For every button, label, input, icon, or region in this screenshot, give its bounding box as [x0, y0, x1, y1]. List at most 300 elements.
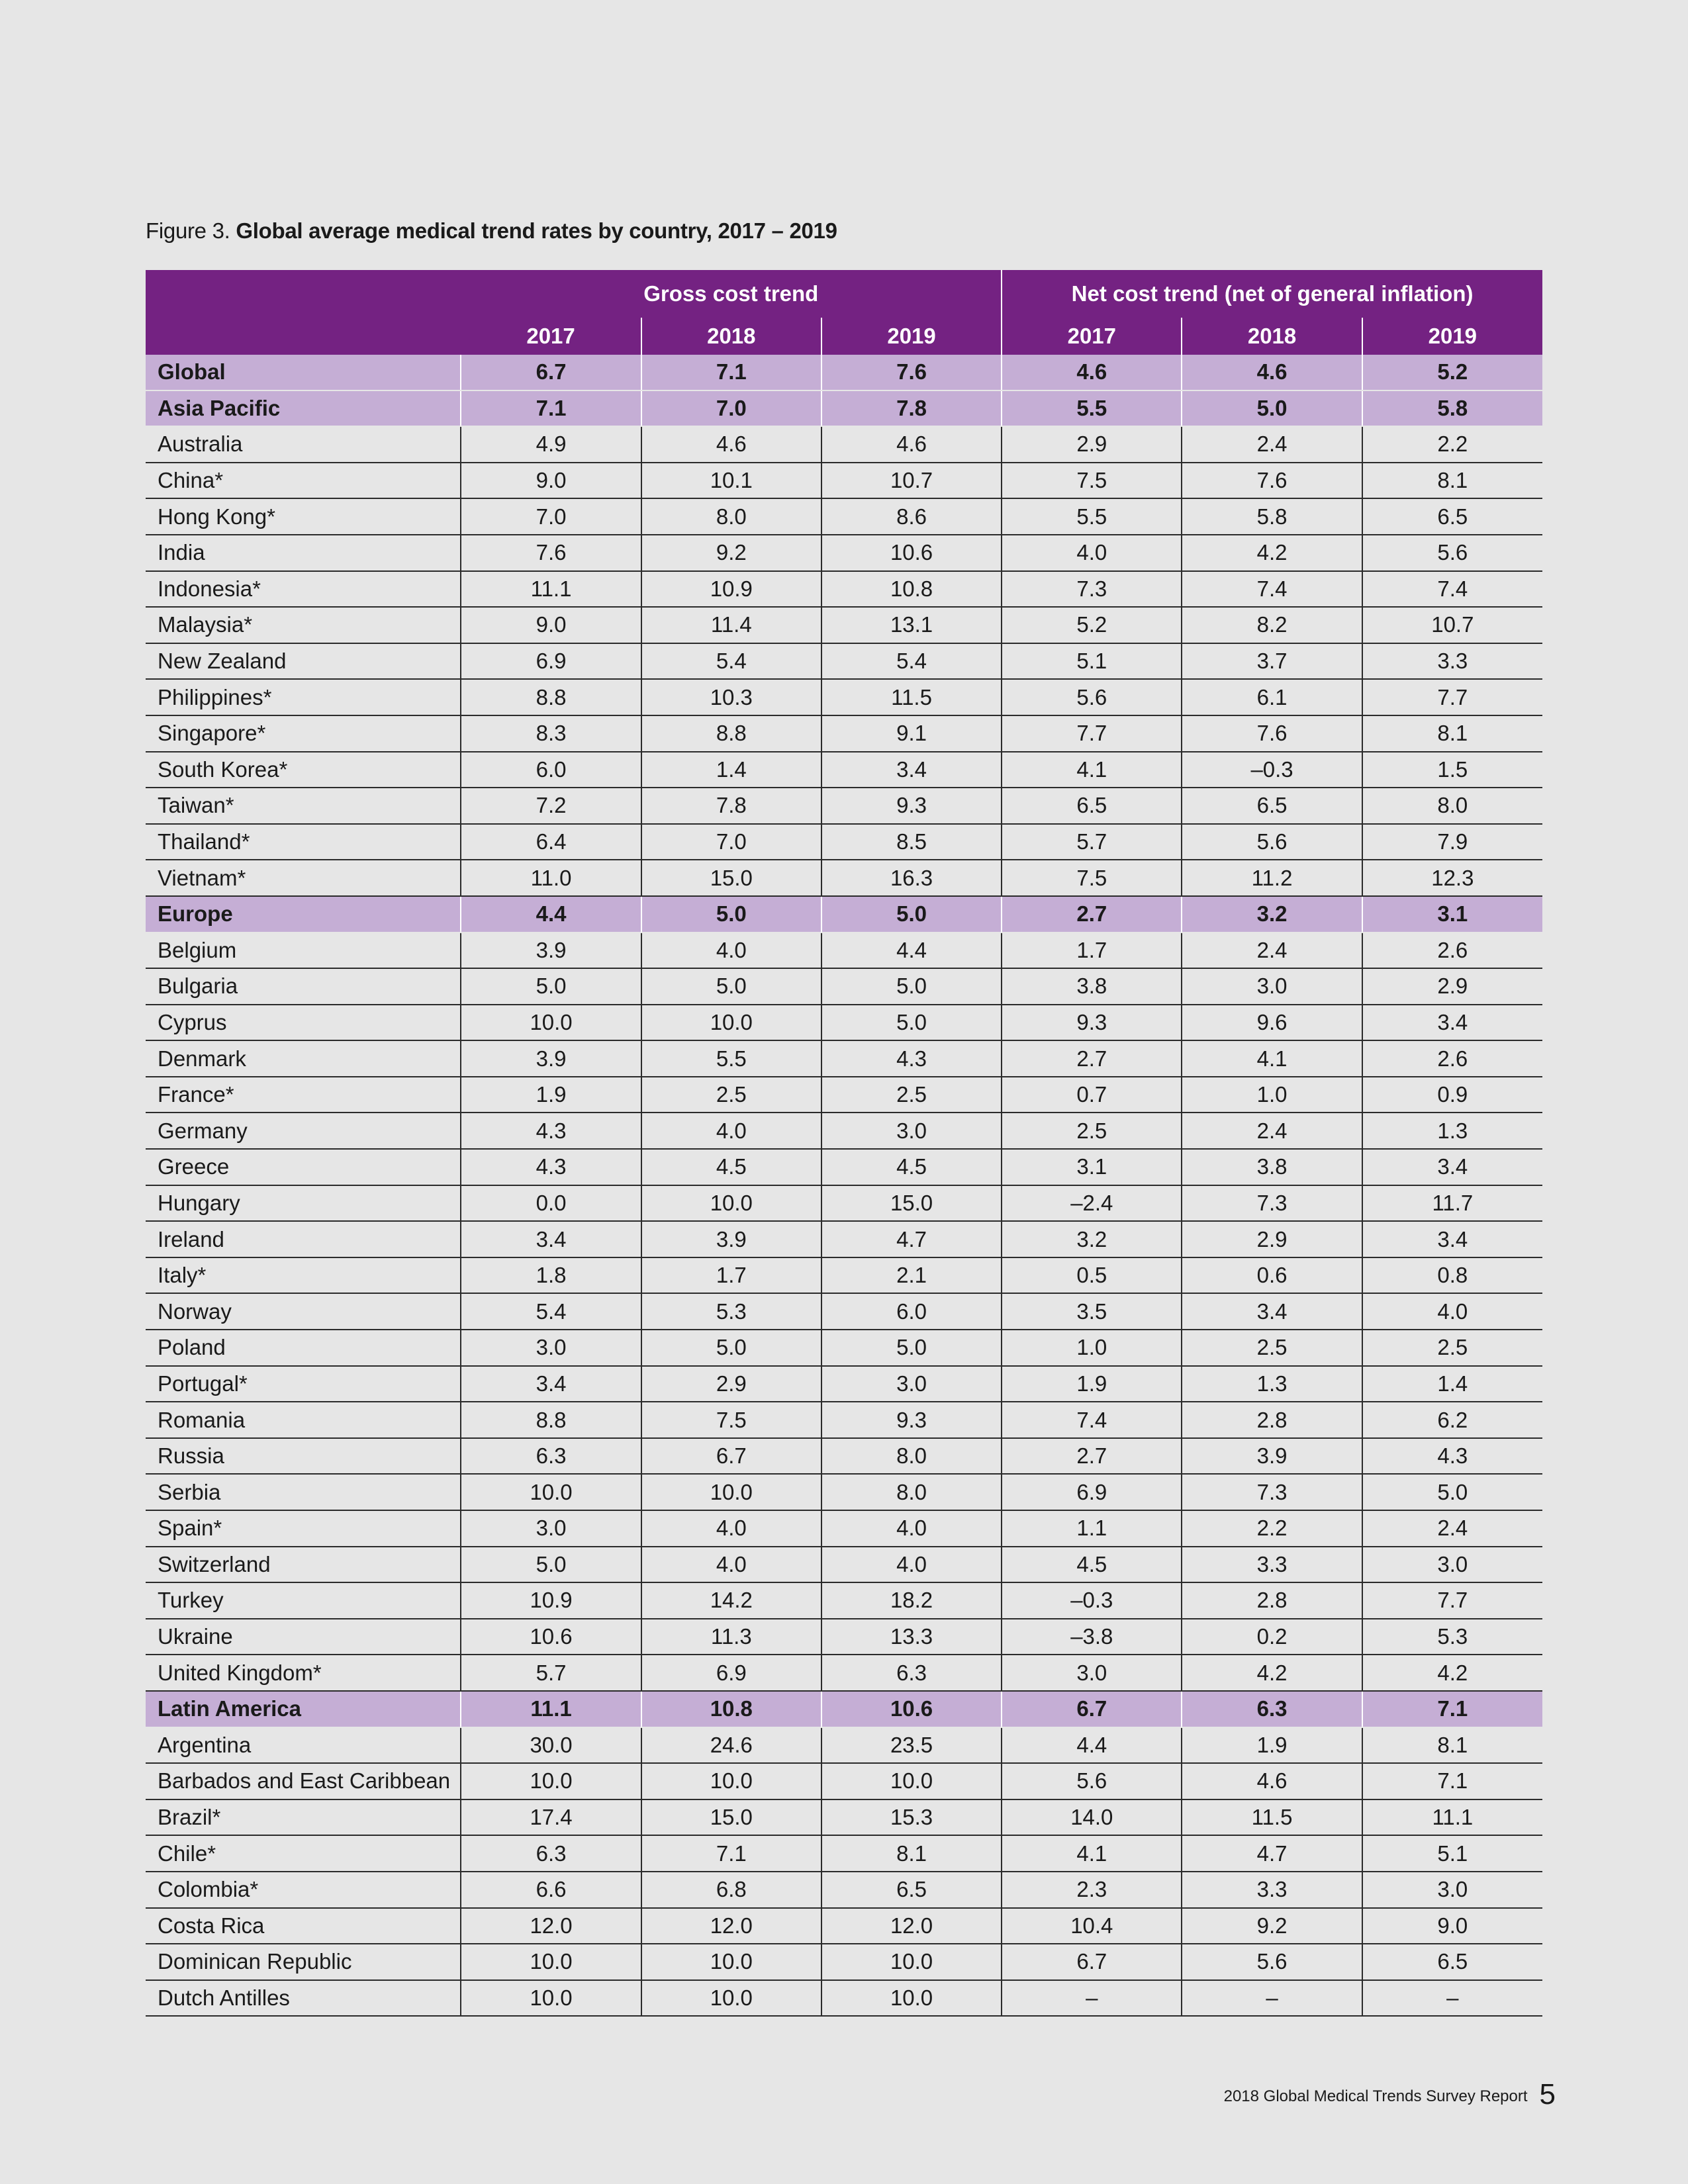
- value-cell: 11.5: [821, 679, 1002, 715]
- value-cell: 1.7: [641, 1257, 821, 1294]
- value-cell: 10.0: [641, 1474, 821, 1510]
- table-row: [146, 1330, 1542, 1366]
- table-row: [146, 715, 1542, 752]
- value-cell: 5.0: [1362, 1474, 1542, 1510]
- value-cell: 10.8: [821, 571, 1002, 608]
- value-cell: 2.5: [821, 1077, 1002, 1113]
- table-row: [146, 1402, 1542, 1438]
- value-cell: 7.4: [1362, 571, 1542, 608]
- value-cell: 5.0: [821, 968, 1002, 1005]
- value-cell: 17.4: [461, 1799, 641, 1836]
- value-cell: 2.4: [1182, 426, 1362, 463]
- value-cell: 0.2: [1182, 1619, 1362, 1655]
- page-number: 5: [1539, 2078, 1556, 2111]
- value-cell: 7.1: [1362, 1763, 1542, 1799]
- table-row: [146, 607, 1542, 643]
- table-row: [146, 1763, 1542, 1799]
- value-cell: 4.1: [1002, 752, 1182, 788]
- value-cell: 7.0: [461, 498, 641, 535]
- value-cell: 8.0: [641, 498, 821, 535]
- value-cell: 6.5: [1002, 788, 1182, 824]
- value-cell: 10.6: [821, 535, 1002, 571]
- value-cell: 4.0: [821, 1547, 1002, 1583]
- table-row: [146, 1366, 1542, 1402]
- table-row: [146, 498, 1542, 535]
- value-cell: 5.8: [1362, 390, 1542, 427]
- value-cell: 2.8: [1182, 1582, 1362, 1619]
- value-cell: –: [1182, 1980, 1362, 2017]
- table-row: [146, 1944, 1542, 1980]
- row-label: Singapore*: [146, 715, 461, 752]
- value-cell: 10.0: [641, 1005, 821, 1041]
- value-cell: 4.1: [1002, 1835, 1182, 1872]
- value-cell: 3.9: [461, 1040, 641, 1077]
- value-cell: 2.4: [1182, 933, 1362, 969]
- value-cell: 7.7: [1362, 1582, 1542, 1619]
- value-cell: 23.5: [821, 1727, 1002, 1764]
- region-row: [146, 896, 1542, 933]
- value-cell: 4.2: [1182, 535, 1362, 571]
- value-cell: 4.6: [821, 426, 1002, 463]
- table-row: [146, 1474, 1542, 1510]
- value-cell: 5.0: [641, 968, 821, 1005]
- value-cell: 4.0: [641, 1510, 821, 1547]
- table-row: [146, 824, 1542, 860]
- table-row: [146, 752, 1542, 788]
- value-cell: 3.3: [1362, 643, 1542, 680]
- row-label: Hungary: [146, 1185, 461, 1222]
- value-cell: 3.9: [461, 933, 641, 969]
- value-cell: 15.0: [641, 1799, 821, 1836]
- row-label: Cyprus: [146, 1005, 461, 1041]
- trend-rates-table: [146, 270, 1542, 2017]
- value-cell: 12.0: [461, 1908, 641, 1944]
- page-footer: [1224, 2078, 1556, 2111]
- value-cell: 5.0: [641, 896, 821, 933]
- value-cell: 9.3: [1002, 1005, 1182, 1041]
- value-cell: 8.1: [1362, 715, 1542, 752]
- value-cell: –0.3: [1002, 1582, 1182, 1619]
- value-cell: 5.0: [821, 1330, 1002, 1366]
- table-row: [146, 1040, 1542, 1077]
- value-cell: 3.2: [1002, 1221, 1182, 1257]
- value-cell: 12.0: [641, 1908, 821, 1944]
- table-row: [146, 1980, 1542, 2017]
- value-cell: 5.3: [641, 1293, 821, 1330]
- value-cell: 4.3: [821, 1040, 1002, 1077]
- value-cell: 8.1: [1362, 463, 1542, 499]
- row-label: New Zealand: [146, 643, 461, 680]
- value-cell: 0.6: [1182, 1257, 1362, 1294]
- value-cell: 4.0: [1002, 535, 1182, 571]
- year-header: 2019: [1362, 318, 1542, 355]
- row-label: Germany: [146, 1113, 461, 1149]
- value-cell: 7.0: [641, 824, 821, 860]
- row-label: Ukraine: [146, 1619, 461, 1655]
- value-cell: 9.2: [1182, 1908, 1362, 1944]
- table-row: [146, 1872, 1542, 1908]
- value-cell: 8.8: [641, 715, 821, 752]
- value-cell: 3.4: [1362, 1149, 1542, 1185]
- value-cell: –: [1002, 1980, 1182, 2017]
- row-label: Taiwan*: [146, 788, 461, 824]
- value-cell: 8.1: [1362, 1727, 1542, 1764]
- row-label: Belgium: [146, 933, 461, 969]
- value-cell: 6.7: [1002, 1944, 1182, 1980]
- value-cell: 7.5: [1002, 860, 1182, 896]
- value-cell: 10.0: [461, 1944, 641, 1980]
- value-cell: 5.1: [1002, 643, 1182, 680]
- value-cell: 7.3: [1182, 1185, 1362, 1222]
- value-cell: 4.0: [641, 1113, 821, 1149]
- value-cell: 10.0: [641, 1185, 821, 1222]
- row-label: United Kingdom*: [146, 1655, 461, 1691]
- table-row: [146, 1619, 1542, 1655]
- row-label: Greece: [146, 1149, 461, 1185]
- row-label: Colombia*: [146, 1872, 461, 1908]
- value-cell: 1.0: [1002, 1330, 1182, 1366]
- value-cell: 1.4: [641, 752, 821, 788]
- value-cell: 9.0: [1362, 1908, 1542, 1944]
- value-cell: 8.0: [821, 1438, 1002, 1475]
- value-cell: 10.8: [641, 1691, 821, 1727]
- value-cell: 0.5: [1002, 1257, 1182, 1294]
- value-cell: 0.0: [461, 1185, 641, 1222]
- value-cell: 0.7: [1002, 1077, 1182, 1113]
- value-cell: 11.1: [461, 1691, 641, 1727]
- value-cell: 0.8: [1362, 1257, 1542, 1294]
- row-label: Malaysia*: [146, 607, 461, 643]
- row-label: Brazil*: [146, 1799, 461, 1836]
- row-label: Thailand*: [146, 824, 461, 860]
- value-cell: 10.0: [461, 1980, 641, 2017]
- value-cell: 5.0: [461, 968, 641, 1005]
- table-row: [146, 788, 1542, 824]
- value-cell: 4.2: [1362, 1655, 1542, 1691]
- value-cell: 3.4: [1362, 1005, 1542, 1041]
- value-cell: 10.0: [461, 1763, 641, 1799]
- value-cell: 7.6: [1182, 715, 1362, 752]
- value-cell: 7.5: [1002, 463, 1182, 499]
- value-cell: 6.8: [641, 1872, 821, 1908]
- value-cell: 6.6: [461, 1872, 641, 1908]
- value-cell: 10.0: [821, 1980, 1002, 2017]
- value-cell: 7.5: [641, 1402, 821, 1438]
- value-cell: 5.6: [1002, 1763, 1182, 1799]
- value-cell: 10.0: [641, 1980, 821, 2017]
- value-cell: 6.0: [821, 1293, 1002, 1330]
- row-label: Vietnam*: [146, 860, 461, 896]
- table-row: [146, 860, 1542, 896]
- value-cell: 6.9: [641, 1655, 821, 1691]
- value-cell: 3.0: [821, 1113, 1002, 1149]
- value-cell: 3.0: [461, 1510, 641, 1547]
- value-cell: 2.3: [1002, 1872, 1182, 1908]
- value-cell: 7.3: [1002, 571, 1182, 608]
- table-row: [146, 1908, 1542, 1944]
- table-row: [146, 679, 1542, 715]
- value-cell: 2.9: [641, 1366, 821, 1402]
- table-row: [146, 1221, 1542, 1257]
- value-cell: 10.0: [821, 1944, 1002, 1980]
- value-cell: 6.3: [461, 1438, 641, 1475]
- header-blank-2: [146, 318, 461, 355]
- value-cell: 2.5: [1182, 1330, 1362, 1366]
- value-cell: 30.0: [461, 1727, 641, 1764]
- value-cell: 10.3: [641, 679, 821, 715]
- value-cell: 3.4: [821, 752, 1002, 788]
- row-label: Asia Pacific: [146, 390, 461, 427]
- value-cell: 2.5: [1362, 1330, 1542, 1366]
- value-cell: 5.2: [1362, 355, 1542, 390]
- row-label: Australia: [146, 426, 461, 463]
- value-cell: 6.7: [1002, 1691, 1182, 1727]
- value-cell: 3.3: [1182, 1872, 1362, 1908]
- value-cell: 4.7: [1182, 1835, 1362, 1872]
- value-cell: 6.9: [461, 643, 641, 680]
- value-cell: 5.0: [821, 1005, 1002, 1041]
- value-cell: 5.6: [1182, 1944, 1362, 1980]
- row-label: Argentina: [146, 1727, 461, 1764]
- value-cell: 11.4: [641, 607, 821, 643]
- table-row: [146, 1005, 1542, 1041]
- value-cell: 5.6: [1182, 824, 1362, 860]
- value-cell: 24.6: [641, 1727, 821, 1764]
- value-cell: 1.7: [1002, 933, 1182, 969]
- value-cell: 2.4: [1182, 1113, 1362, 1149]
- value-cell: 9.6: [1182, 1005, 1362, 1041]
- value-cell: 3.0: [1362, 1547, 1542, 1583]
- year-header: 2019: [821, 318, 1002, 355]
- row-label: Ireland: [146, 1221, 461, 1257]
- value-cell: 5.8: [1182, 498, 1362, 535]
- value-cell: 6.5: [1182, 788, 1362, 824]
- table-row: [146, 426, 1542, 463]
- value-cell: 3.4: [1362, 1221, 1542, 1257]
- row-label: Costa Rica: [146, 1908, 461, 1944]
- value-cell: 8.8: [461, 1402, 641, 1438]
- value-cell: 4.0: [641, 1547, 821, 1583]
- value-cell: 5.0: [461, 1547, 641, 1583]
- value-cell: 7.6: [1182, 463, 1362, 499]
- value-cell: 5.3: [1362, 1619, 1542, 1655]
- value-cell: 4.5: [821, 1149, 1002, 1185]
- row-label: Dominican Republic: [146, 1944, 461, 1980]
- value-cell: 11.1: [461, 571, 641, 608]
- value-cell: 3.0: [821, 1366, 1002, 1402]
- value-cell: 10.0: [821, 1763, 1002, 1799]
- value-cell: 6.5: [1362, 498, 1542, 535]
- row-label: Indonesia*: [146, 571, 461, 608]
- value-cell: 10.6: [461, 1619, 641, 1655]
- value-cell: 7.9: [1362, 824, 1542, 860]
- value-cell: 8.2: [1182, 607, 1362, 643]
- value-cell: 7.8: [821, 390, 1002, 427]
- table-row: [146, 571, 1542, 608]
- row-label: Global: [146, 355, 461, 390]
- gross-cost-trend-header: Gross cost trend: [461, 270, 1002, 318]
- value-cell: 11.7: [1362, 1185, 1542, 1222]
- row-label: Bulgaria: [146, 968, 461, 1005]
- value-cell: 5.6: [1002, 679, 1182, 715]
- value-cell: 7.1: [461, 390, 641, 427]
- header-blank: [146, 270, 461, 318]
- value-cell: 6.3: [1182, 1691, 1362, 1727]
- value-cell: 2.7: [1002, 1438, 1182, 1475]
- table-row: [146, 1727, 1542, 1764]
- value-cell: 4.6: [1182, 1763, 1362, 1799]
- year-header: 2017: [461, 318, 641, 355]
- value-cell: 7.7: [1002, 715, 1182, 752]
- value-cell: 10.0: [641, 1763, 821, 1799]
- value-cell: 16.3: [821, 860, 1002, 896]
- value-cell: 7.6: [821, 355, 1002, 390]
- value-cell: 3.8: [1182, 1149, 1362, 1185]
- row-label: Denmark: [146, 1040, 461, 1077]
- value-cell: 2.6: [1362, 933, 1542, 969]
- table-row: [146, 1149, 1542, 1185]
- value-cell: –: [1362, 1980, 1542, 2017]
- row-label: Serbia: [146, 1474, 461, 1510]
- value-cell: 4.6: [1002, 355, 1182, 390]
- value-cell: 3.4: [461, 1366, 641, 1402]
- value-cell: 7.2: [461, 788, 641, 824]
- value-cell: 11.2: [1182, 860, 1362, 896]
- value-cell: 1.3: [1182, 1366, 1362, 1402]
- value-cell: 1.9: [461, 1077, 641, 1113]
- row-label: Turkey: [146, 1582, 461, 1619]
- value-cell: 0.9: [1362, 1077, 1542, 1113]
- value-cell: 4.6: [641, 426, 821, 463]
- value-cell: 10.4: [1002, 1908, 1182, 1944]
- region-row: [146, 355, 1542, 390]
- value-cell: 6.1: [1182, 679, 1362, 715]
- row-label: Europe: [146, 896, 461, 933]
- value-cell: 9.3: [821, 1402, 1002, 1438]
- value-cell: 5.7: [1002, 824, 1182, 860]
- value-cell: 6.3: [821, 1655, 1002, 1691]
- row-label: Philippines*: [146, 679, 461, 715]
- value-cell: 8.0: [1362, 788, 1542, 824]
- value-cell: 14.0: [1002, 1799, 1182, 1836]
- row-label: Chile*: [146, 1835, 461, 1872]
- value-cell: 9.1: [821, 715, 1002, 752]
- row-label: Switzerland: [146, 1547, 461, 1583]
- table-row: [146, 535, 1542, 571]
- value-cell: 1.9: [1002, 1366, 1182, 1402]
- value-cell: 9.3: [821, 788, 1002, 824]
- value-cell: 8.5: [821, 824, 1002, 860]
- row-label: Italy*: [146, 1257, 461, 1294]
- value-cell: 2.1: [821, 1257, 1002, 1294]
- value-cell: 11.0: [461, 860, 641, 896]
- year-header: 2017: [1002, 318, 1182, 355]
- value-cell: 4.9: [461, 426, 641, 463]
- value-cell: 10.1: [641, 463, 821, 499]
- value-cell: 10.9: [641, 571, 821, 608]
- value-cell: 6.2: [1362, 1402, 1542, 1438]
- value-cell: 15.0: [641, 860, 821, 896]
- value-cell: 12.3: [1362, 860, 1542, 896]
- value-cell: –0.3: [1182, 752, 1362, 788]
- value-cell: 7.7: [1362, 679, 1542, 715]
- value-cell: 1.1: [1002, 1510, 1182, 1547]
- row-label: Russia: [146, 1438, 461, 1475]
- value-cell: 7.4: [1182, 571, 1362, 608]
- value-cell: 6.5: [821, 1872, 1002, 1908]
- value-cell: 3.3: [1182, 1547, 1362, 1583]
- table-row: [146, 1293, 1542, 1330]
- value-cell: 5.7: [461, 1655, 641, 1691]
- row-label: India: [146, 535, 461, 571]
- value-cell: 2.7: [1002, 1040, 1182, 1077]
- year-header: 2018: [1182, 318, 1362, 355]
- value-cell: 5.1: [1362, 1835, 1542, 1872]
- value-cell: 7.8: [641, 788, 821, 824]
- value-cell: 2.5: [641, 1077, 821, 1113]
- value-cell: 3.8: [1002, 968, 1182, 1005]
- value-cell: 10.0: [461, 1474, 641, 1510]
- value-cell: 8.8: [461, 679, 641, 715]
- row-label: Poland: [146, 1330, 461, 1366]
- value-cell: 1.4: [1362, 1366, 1542, 1402]
- value-cell: 15.3: [821, 1799, 1002, 1836]
- value-cell: 6.3: [461, 1835, 641, 1872]
- table-row: [146, 1185, 1542, 1222]
- row-label: Romania: [146, 1402, 461, 1438]
- value-cell: 3.7: [1182, 643, 1362, 680]
- value-cell: 3.5: [1002, 1293, 1182, 1330]
- row-label: Barbados and East Caribbean: [146, 1763, 461, 1799]
- value-cell: 3.0: [461, 1330, 641, 1366]
- figure-caption: [146, 218, 837, 244]
- report-title: 2018 Global Medical Trends Survey Report: [1223, 2087, 1528, 2105]
- table-row: [146, 1510, 1542, 1547]
- year-header: 2018: [641, 318, 821, 355]
- row-label: Norway: [146, 1293, 461, 1330]
- value-cell: 6.0: [461, 752, 641, 788]
- value-cell: 4.0: [641, 933, 821, 969]
- value-cell: 4.5: [1002, 1547, 1182, 1583]
- value-cell: 3.1: [1362, 896, 1542, 933]
- value-cell: 5.6: [1362, 535, 1542, 571]
- region-row: [146, 390, 1542, 427]
- value-cell: 1.5: [1362, 752, 1542, 788]
- value-cell: 7.1: [1362, 1691, 1542, 1727]
- value-cell: 11.3: [641, 1619, 821, 1655]
- value-cell: 7.6: [461, 535, 641, 571]
- value-cell: 4.3: [461, 1113, 641, 1149]
- value-cell: 4.1: [1182, 1040, 1362, 1077]
- value-cell: 5.4: [821, 643, 1002, 680]
- row-label: Latin America: [146, 1691, 461, 1727]
- value-cell: 7.1: [641, 355, 821, 390]
- value-cell: 8.6: [821, 498, 1002, 535]
- table-row: [146, 1799, 1542, 1836]
- table-body: [146, 355, 1542, 2016]
- value-cell: 3.9: [1182, 1438, 1362, 1475]
- value-cell: 7.3: [1182, 1474, 1362, 1510]
- value-cell: 4.3: [1362, 1438, 1542, 1475]
- value-cell: 4.7: [821, 1221, 1002, 1257]
- value-cell: 11.1: [1362, 1799, 1542, 1836]
- value-cell: 2.7: [1002, 896, 1182, 933]
- value-cell: 5.4: [461, 1293, 641, 1330]
- row-label: Portugal*: [146, 1366, 461, 1402]
- value-cell: 4.0: [1362, 1293, 1542, 1330]
- value-cell: 2.8: [1182, 1402, 1362, 1438]
- value-cell: 5.5: [1002, 498, 1182, 535]
